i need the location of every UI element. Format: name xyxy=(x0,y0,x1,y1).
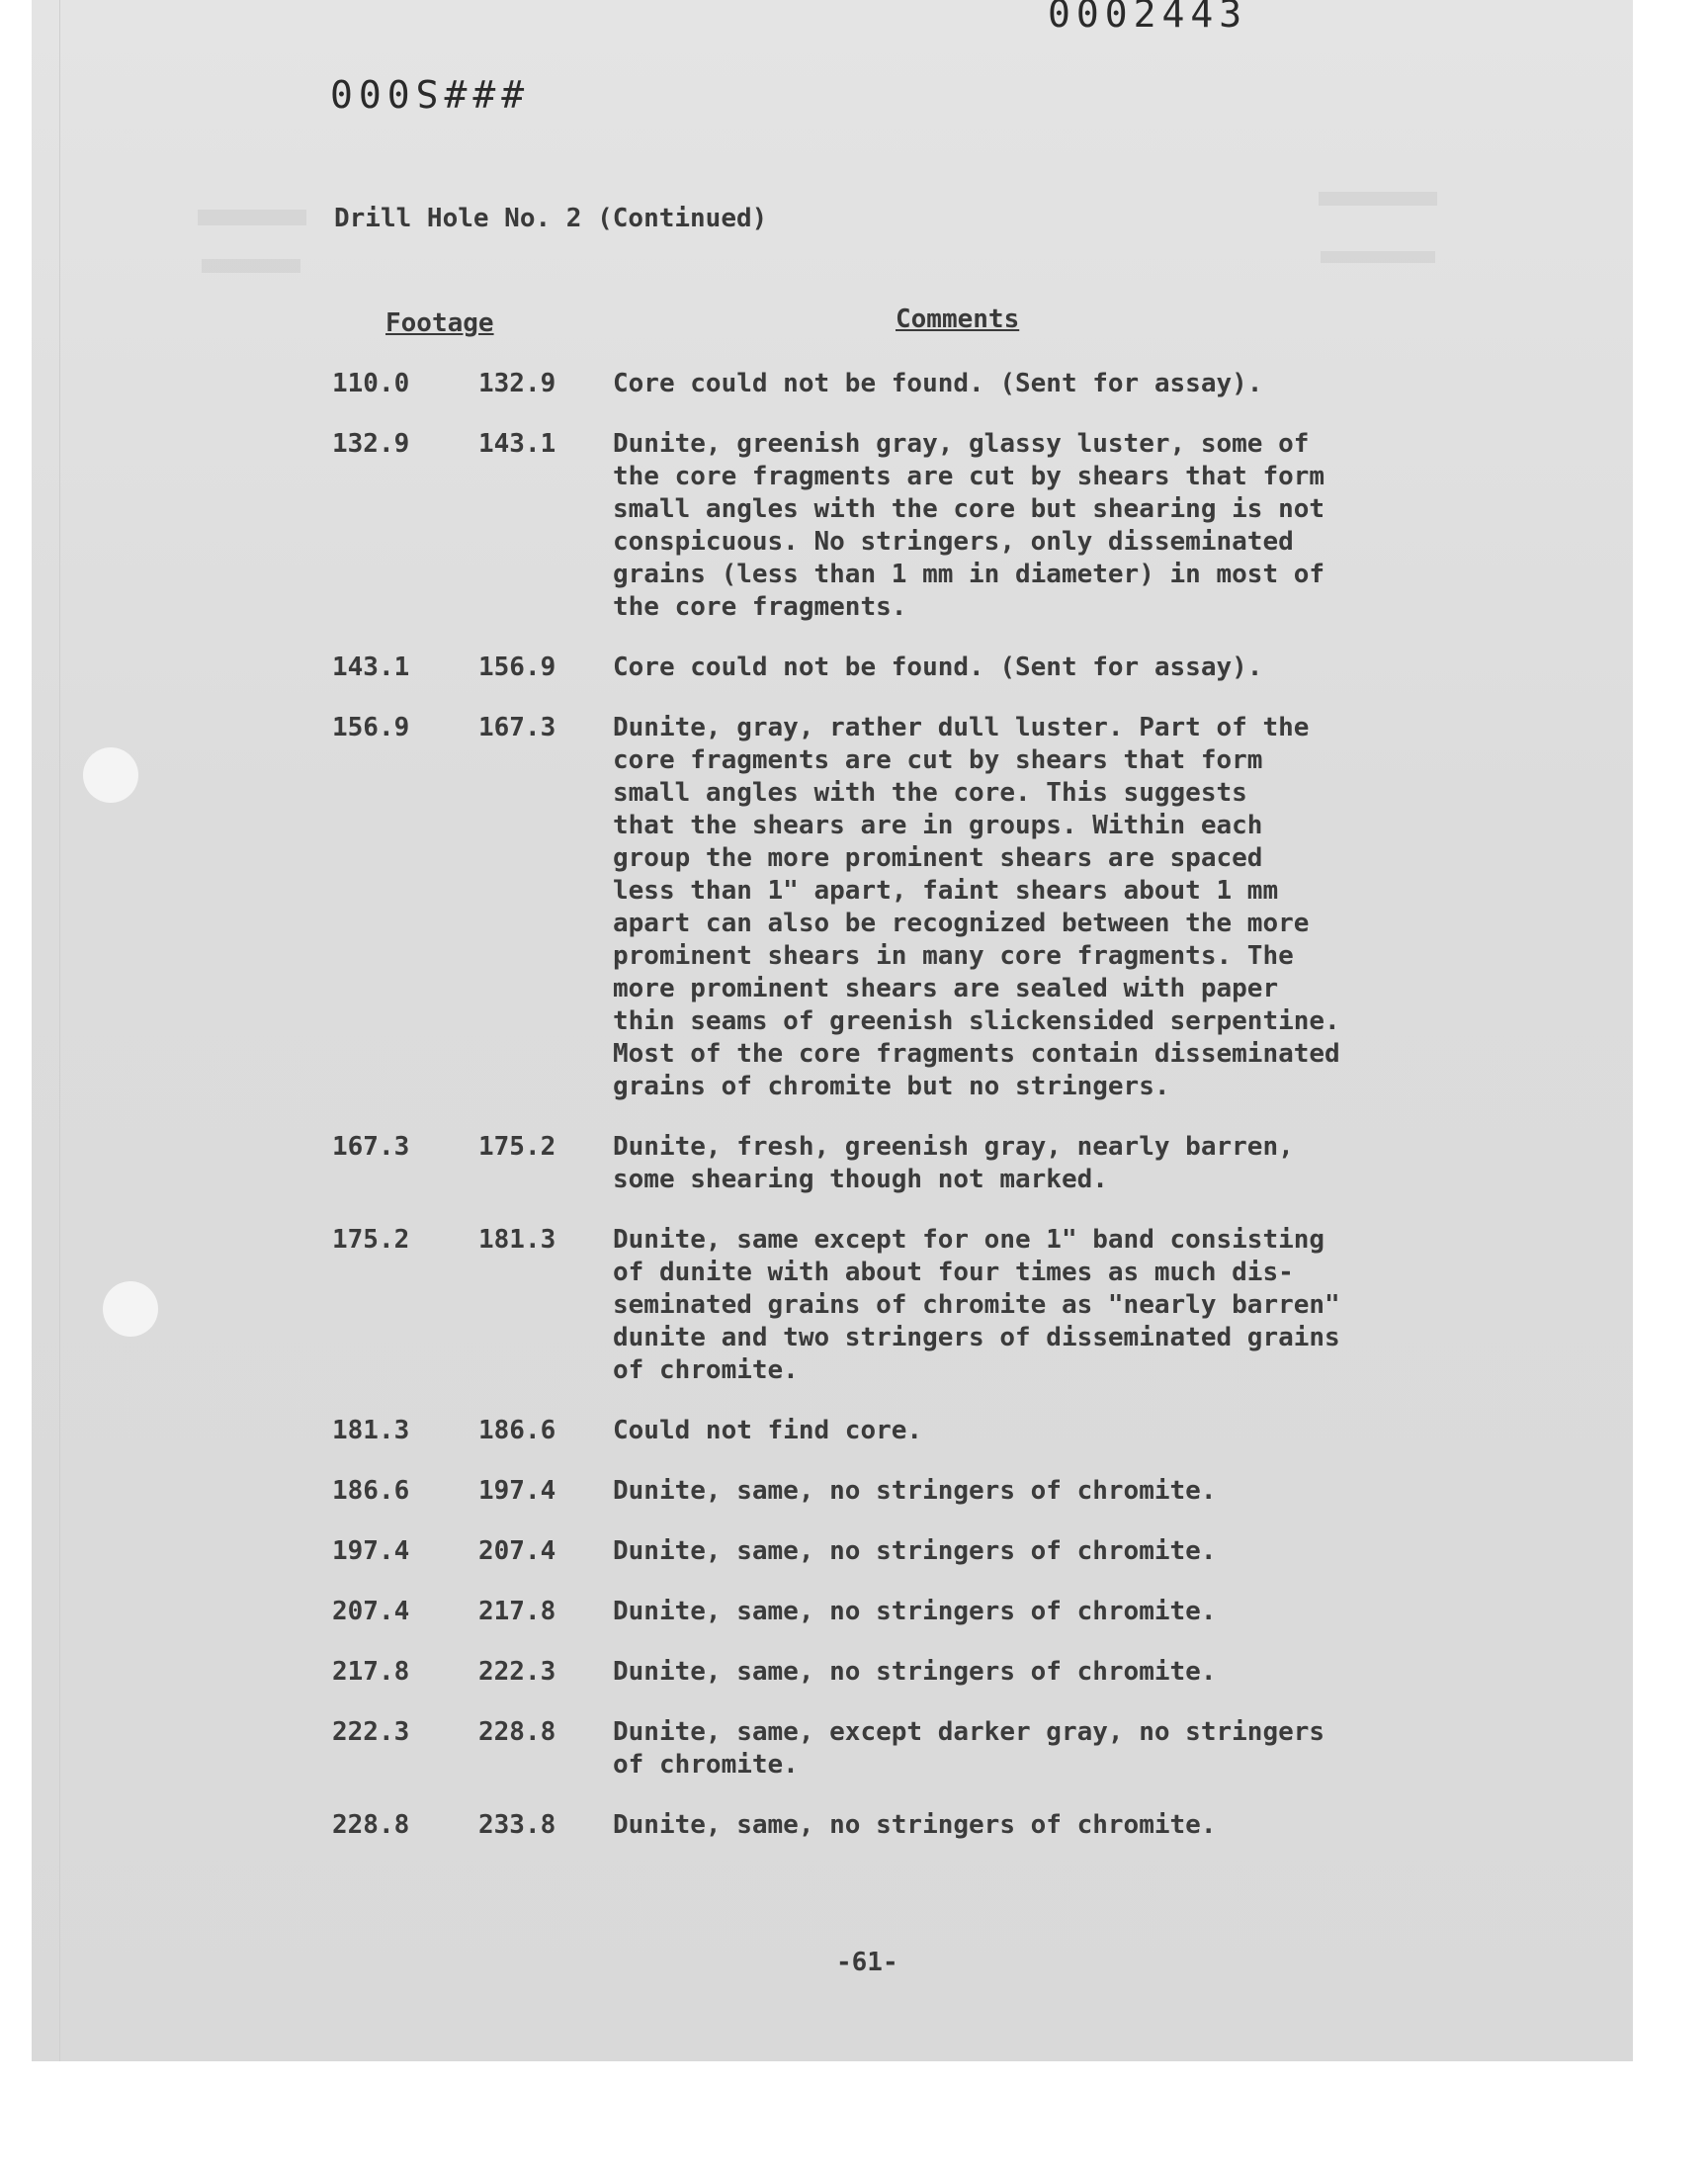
table-row xyxy=(332,1716,1439,1782)
punch-hole-lower xyxy=(103,1281,158,1337)
comment-line: the core fragments. xyxy=(613,592,907,622)
table-row xyxy=(332,1224,1439,1387)
table-row xyxy=(332,712,1439,1103)
comment-text xyxy=(613,428,1439,624)
footage-to: 186.6 xyxy=(478,1416,556,1445)
comment-line: Dunite, gray, rather dull luster. Part of the xyxy=(613,713,1310,742)
footage-from: 143.1 xyxy=(332,652,410,682)
footage-from: 228.8 xyxy=(332,1810,410,1840)
comment-line: Core could not be found. (Sent for assay). xyxy=(613,369,1263,398)
comment-line: dunite and two stringers of disseminated grains xyxy=(613,1323,1340,1352)
comment-text xyxy=(613,1224,1439,1387)
comment-line: thin seams of greenish slickensided serpentine. xyxy=(613,1006,1340,1036)
comment-text xyxy=(613,1535,1439,1568)
comment-line: of chromite. xyxy=(613,1355,799,1385)
column-header-footage: Footage xyxy=(385,308,494,338)
table-row xyxy=(332,652,1439,684)
document-number-stamp-inverted: ###S000 xyxy=(324,71,525,115)
footage-to: 222.3 xyxy=(478,1657,556,1687)
comment-line: Dunite, same, no stringers of chromite. xyxy=(613,1657,1217,1687)
comment-line: some shearing though not marked. xyxy=(613,1165,1108,1194)
footage-to: 217.8 xyxy=(478,1597,556,1626)
comment-line: less than 1" apart, faint shears about 1 mm xyxy=(613,876,1279,906)
comment-line: more prominent shears are sealed with paper xyxy=(613,974,1279,1003)
comment-text xyxy=(613,368,1439,400)
footage-to: 132.9 xyxy=(478,369,556,398)
column-header-comments: Comments xyxy=(896,304,1020,334)
footage-to: 181.3 xyxy=(478,1225,556,1255)
comment-line: of chromite. xyxy=(613,1750,799,1780)
footage-from: 217.8 xyxy=(332,1657,410,1687)
page-title: Drill Hole No. 2 (Continued) xyxy=(334,204,768,233)
footage-to: 167.3 xyxy=(478,713,556,742)
comment-text xyxy=(613,1131,1439,1196)
footage-from: 197.4 xyxy=(332,1536,410,1566)
faint-marking xyxy=(1319,192,1437,206)
comment-line: Dunite, same, except darker gray, no stringers xyxy=(613,1717,1325,1747)
comment-line: prominent shears in many core fragments. The xyxy=(613,941,1294,971)
comment-text xyxy=(613,1716,1439,1782)
footage-to: 197.4 xyxy=(478,1476,556,1506)
comment-text xyxy=(613,1596,1439,1628)
comment-line: Dunite, same except for one 1" band consisting xyxy=(613,1225,1325,1255)
comment-line: Dunite, same, no stringers of chromite. xyxy=(613,1536,1217,1566)
footage-from: 222.3 xyxy=(332,1717,410,1747)
comment-line: Core could not be found. (Sent for assay). xyxy=(613,652,1263,682)
comment-text xyxy=(613,1475,1439,1508)
comment-line: the core fragments are cut by shears that form xyxy=(613,462,1325,491)
comment-line: grains (less than 1 mm in diameter) in most of xyxy=(613,560,1325,589)
comment-text xyxy=(613,1656,1439,1689)
table-row xyxy=(332,1656,1439,1689)
faint-marking xyxy=(198,210,306,225)
comment-line: Dunite, same, no stringers of chromite. xyxy=(613,1476,1217,1506)
table-row xyxy=(332,1596,1439,1628)
footage-from: 181.3 xyxy=(332,1416,410,1445)
table-row xyxy=(332,1475,1439,1508)
comment-line: grains of chromite but no stringers. xyxy=(613,1072,1170,1101)
comment-line: small angles with the core. This suggests xyxy=(613,778,1247,808)
comment-line: seminated grains of chromite as "nearly barren" xyxy=(613,1290,1340,1320)
faint-marking xyxy=(202,259,300,273)
comment-text xyxy=(613,1809,1439,1842)
footage-from: 167.3 xyxy=(332,1132,410,1162)
comment-line: Dunite, greenish gray, glassy luster, some of xyxy=(613,429,1310,459)
comment-line: of dunite with about four times as much dis- xyxy=(613,1258,1294,1287)
table-row xyxy=(332,428,1439,624)
page-edge xyxy=(59,0,60,2061)
document-number-stamp: 0002443 xyxy=(1048,0,1248,36)
comment-line: Could not find core. xyxy=(613,1416,923,1445)
punch-hole-upper xyxy=(83,747,138,803)
comment-line: small angles with the core but shearing is not xyxy=(613,494,1325,524)
comment-line: Dunite, same, no stringers of chromite. xyxy=(613,1810,1217,1840)
comment-line: Dunite, fresh, greenish gray, nearly barren, xyxy=(613,1132,1294,1162)
footage-to: 207.4 xyxy=(478,1536,556,1566)
comment-text xyxy=(613,652,1439,684)
comment-line: Most of the core fragments contain disseminated xyxy=(613,1039,1340,1069)
footage-from: 186.6 xyxy=(332,1476,410,1506)
footage-from: 110.0 xyxy=(332,369,410,398)
table-row xyxy=(332,1535,1439,1568)
drill-log-table xyxy=(332,368,1439,1870)
comment-line: Dunite, same, no stringers of chromite. xyxy=(613,1597,1217,1626)
footage-to: 233.8 xyxy=(478,1810,556,1840)
table-row xyxy=(332,368,1439,400)
table-row xyxy=(332,1131,1439,1196)
comment-line: group the more prominent shears are spaced xyxy=(613,843,1263,873)
faint-marking xyxy=(1321,251,1435,263)
footage-to: 228.8 xyxy=(478,1717,556,1747)
footage-to: 156.9 xyxy=(478,652,556,682)
footage-to: 143.1 xyxy=(478,429,556,459)
page-number: -61- xyxy=(836,1948,898,1977)
comment-line: conspicuous. No stringers, only disseminated xyxy=(613,527,1294,557)
comment-text xyxy=(613,712,1439,1103)
comment-line: that the shears are in groups. Within each xyxy=(613,811,1263,840)
comment-text xyxy=(613,1415,1439,1447)
table-row xyxy=(332,1809,1439,1842)
comment-line: apart can also be recognized between the more xyxy=(613,909,1310,938)
footage-from: 175.2 xyxy=(332,1225,410,1255)
footage-from: 156.9 xyxy=(332,713,410,742)
footage-from: 207.4 xyxy=(332,1597,410,1626)
comment-line: core fragments are cut by shears that form xyxy=(613,745,1263,775)
footage-to: 175.2 xyxy=(478,1132,556,1162)
table-row xyxy=(332,1415,1439,1447)
footage-from: 132.9 xyxy=(332,429,410,459)
